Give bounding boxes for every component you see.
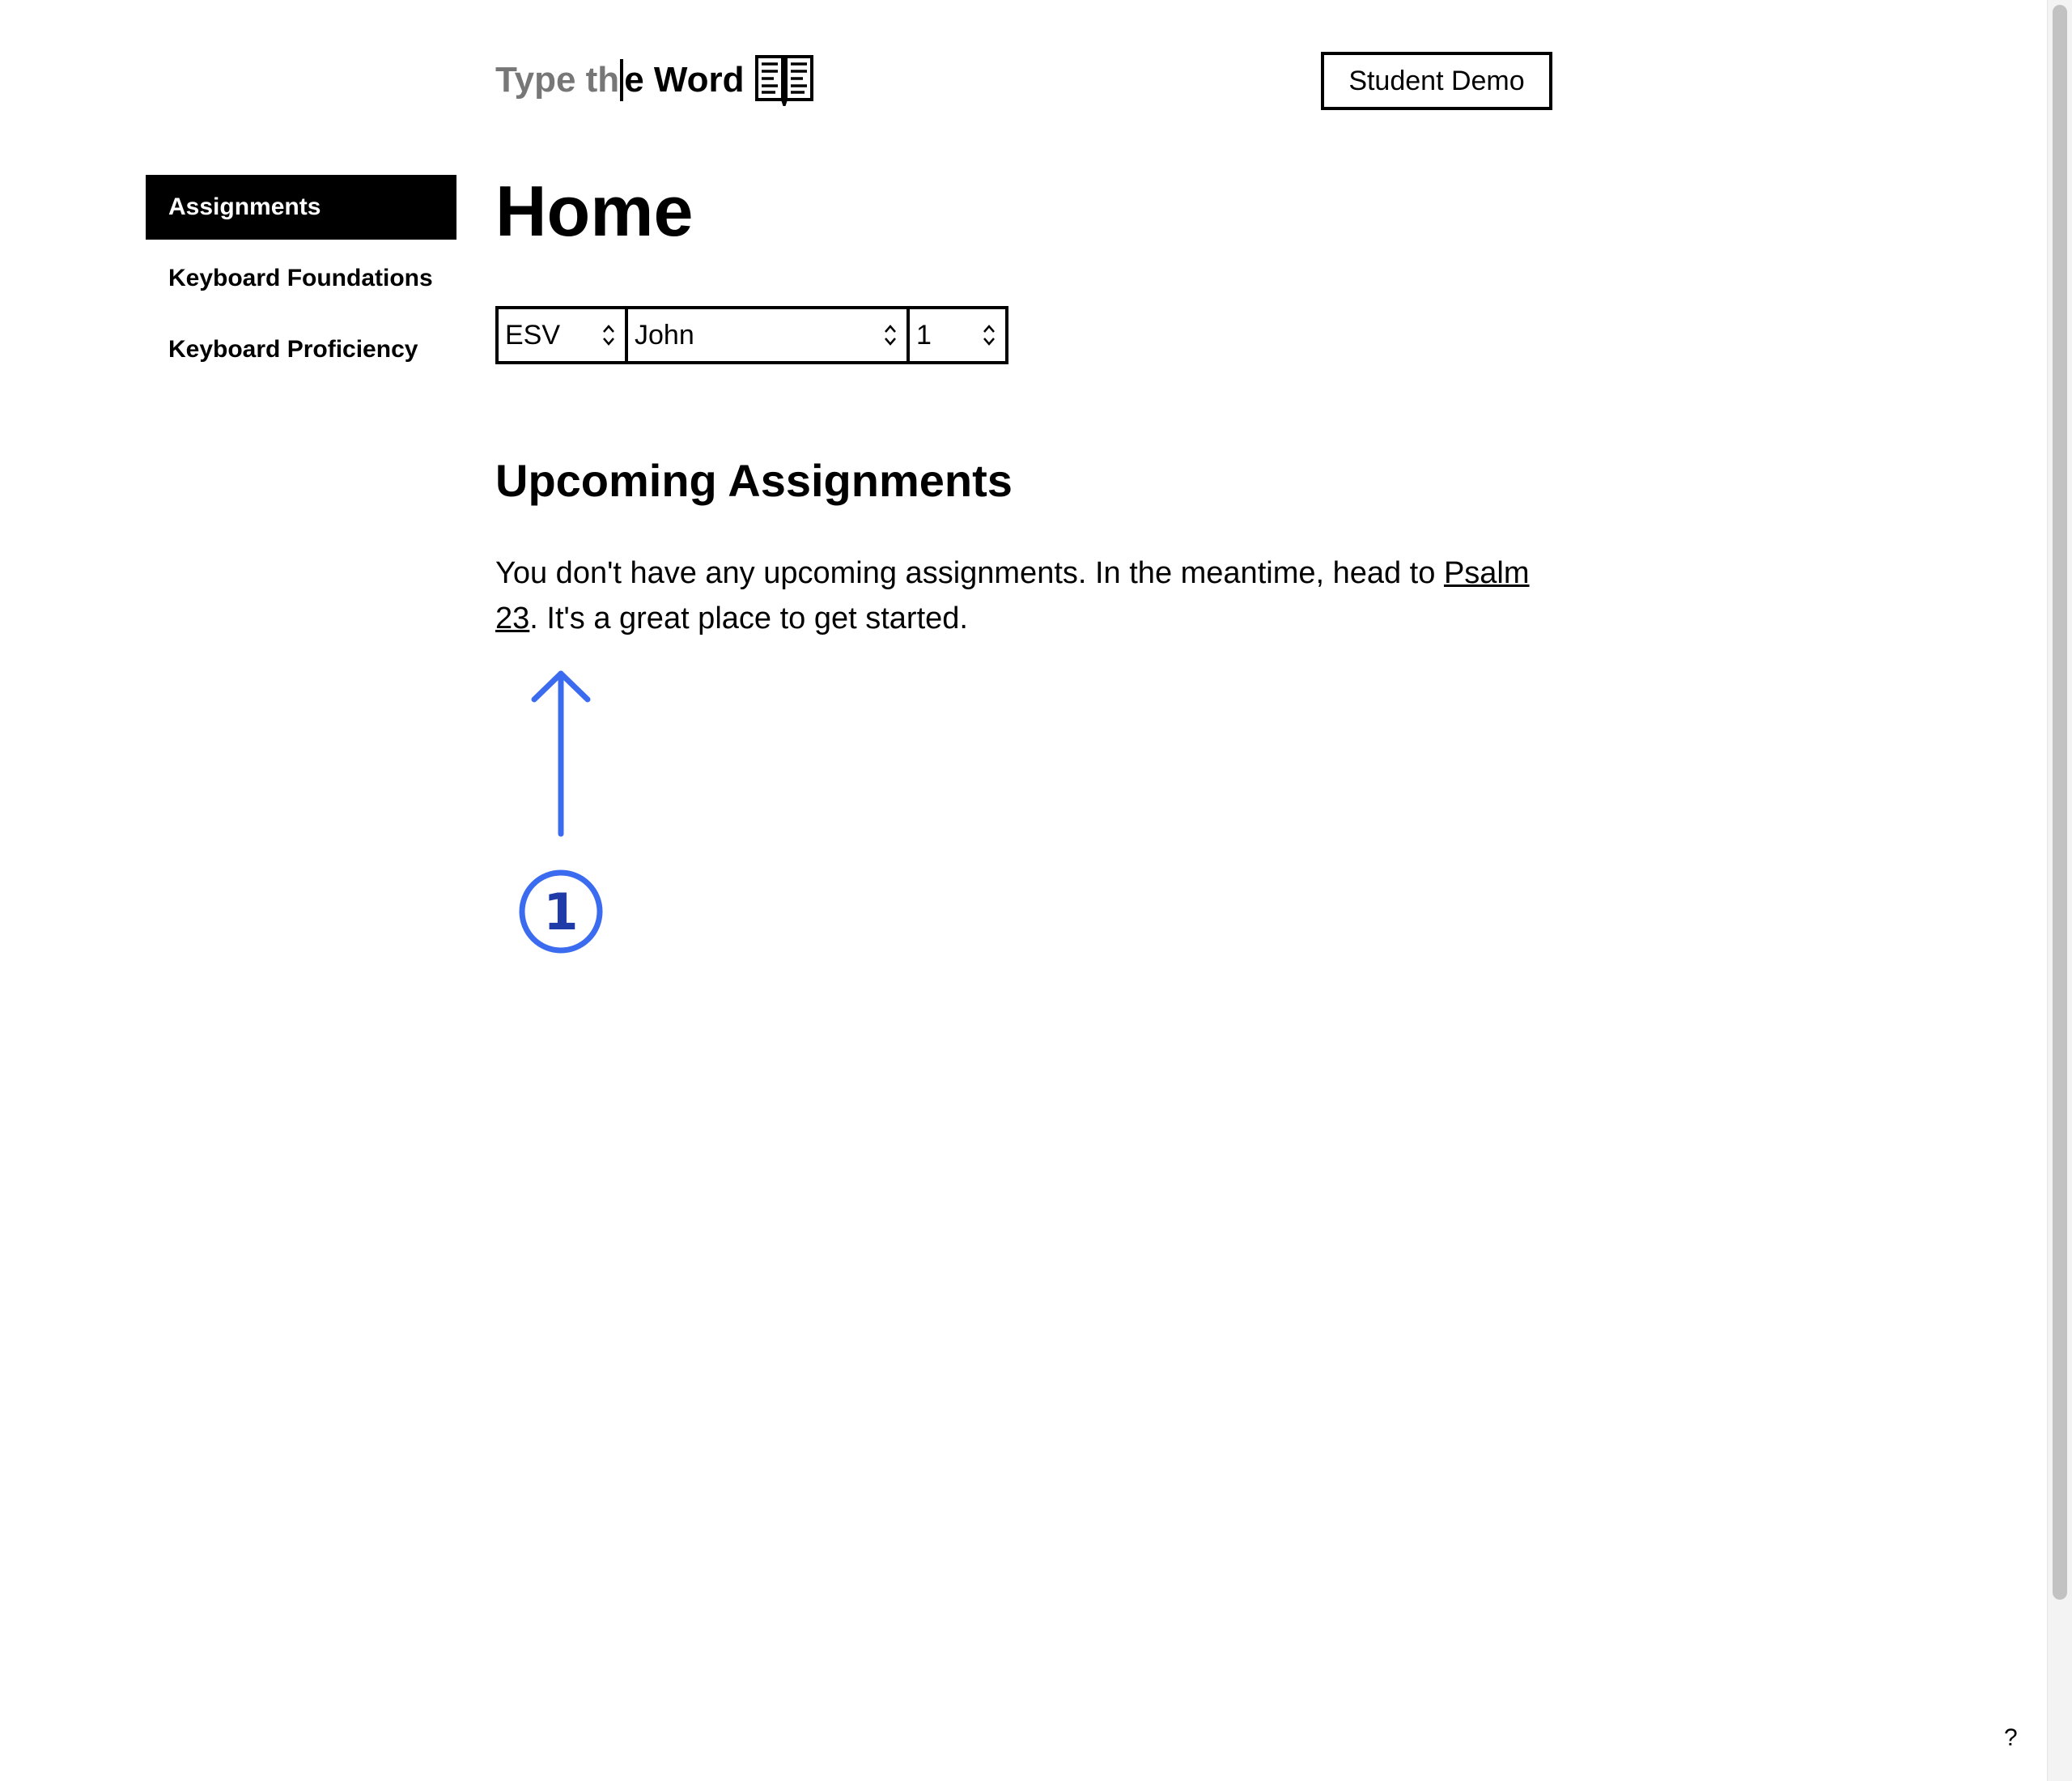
sidebar-item-keyboard-foundations[interactable]: Keyboard Foundations	[168, 265, 433, 291]
sidebar-item-assignments[interactable]: Assignments	[146, 175, 456, 240]
book-select[interactable]	[625, 309, 906, 361]
version-select-value: ESV	[505, 319, 561, 351]
logo-rest-text: e Word	[624, 60, 745, 100]
sidebar	[146, 175, 456, 389]
chevron-up-down-icon	[882, 321, 898, 349]
open-book-icon	[754, 54, 814, 106]
upcoming-assignments-message	[495, 550, 1548, 641]
version-select[interactable]	[499, 309, 625, 361]
text-caret	[620, 59, 623, 101]
upcoming-assignments-heading: Upcoming Assignments	[495, 455, 1013, 506]
passage-selector	[495, 306, 1008, 364]
student-demo-button[interactable]: Student Demo	[1321, 52, 1552, 110]
chevron-up-down-icon	[981, 321, 997, 349]
logo-typed-text: Type th	[495, 60, 620, 100]
chapter-select[interactable]	[906, 309, 1005, 361]
chapter-select-value: 1	[916, 319, 932, 351]
annotation-number: 1	[543, 882, 579, 942]
vertical-scrollbar[interactable]	[2047, 0, 2072, 1781]
help-button[interactable]: ?	[2004, 1724, 2018, 1751]
psalm-23-link[interactable]: Psalm 23	[495, 556, 1530, 635]
logo[interactable]	[495, 52, 814, 108]
message-text-after: . It's a great place to get started.	[529, 601, 968, 635]
scrollbar-thumb[interactable]	[2053, 5, 2067, 1600]
sidebar-item-keyboard-proficiency[interactable]: Keyboard Proficiency	[168, 336, 418, 363]
book-select-value: John	[635, 319, 694, 351]
page-title: Home	[495, 171, 694, 251]
annotation-arrow	[510, 662, 615, 954]
message-text-before: You don't have any upcoming assignments. In the meantime, head to	[495, 556, 1444, 590]
chevron-up-down-icon	[601, 321, 617, 349]
